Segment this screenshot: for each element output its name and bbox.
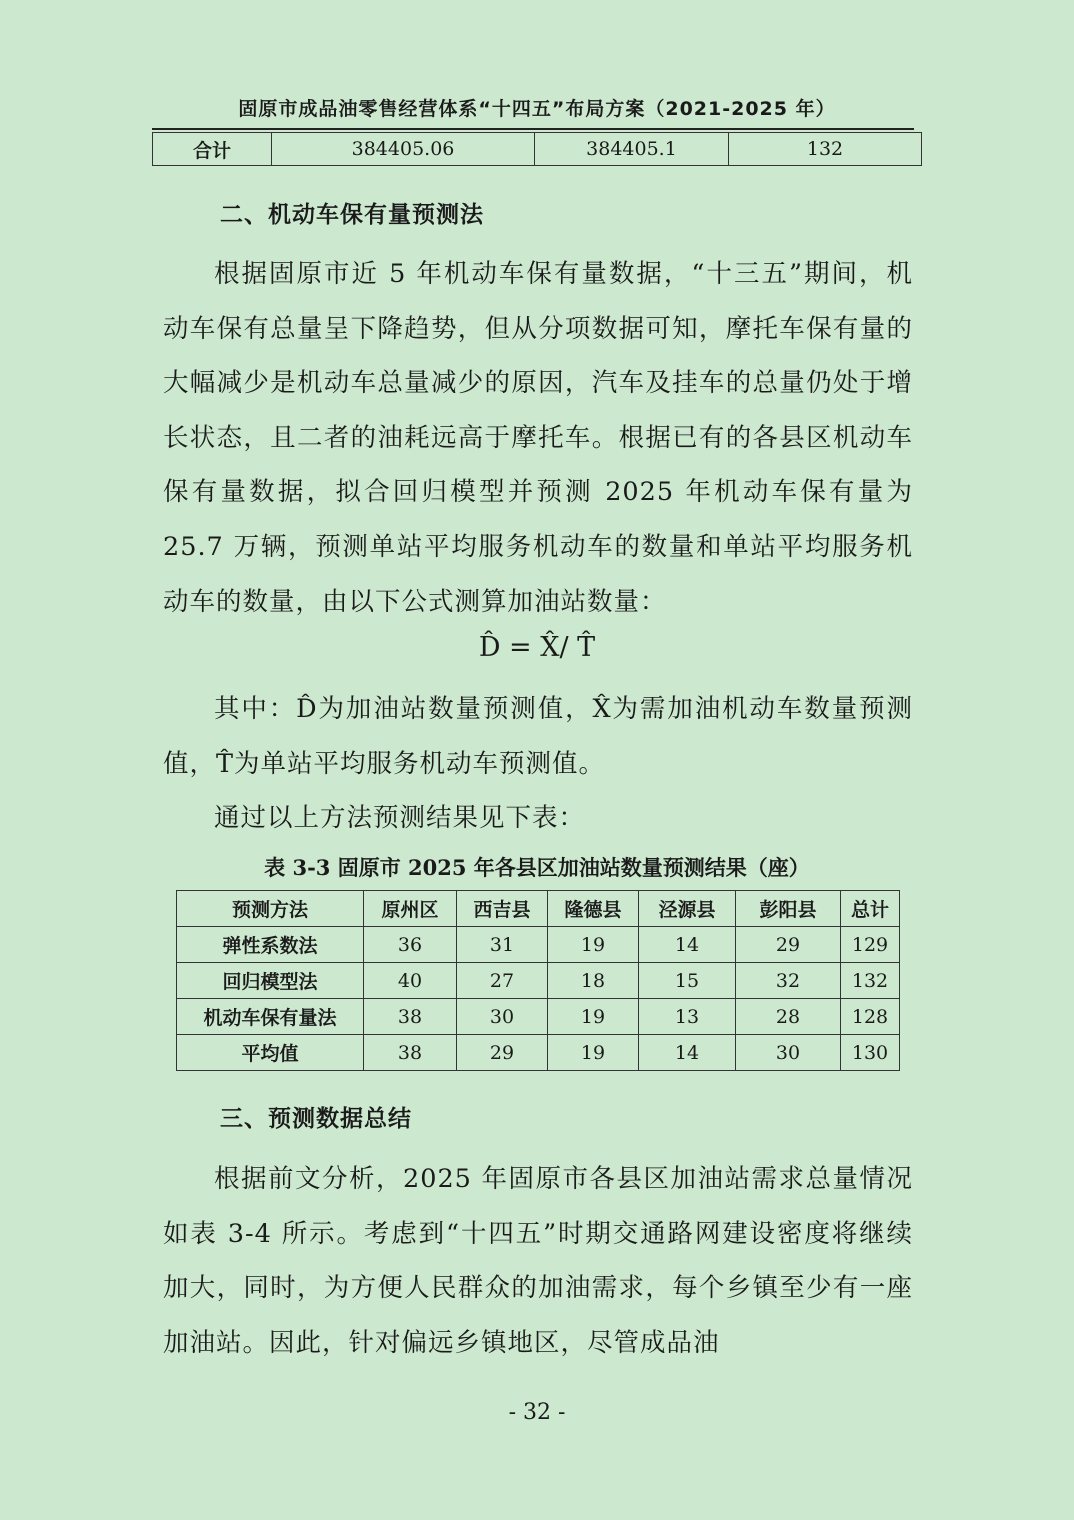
- table-row: [177, 999, 900, 1035]
- formula: D̂ = X̂/ T̂: [478, 632, 596, 663]
- page-number: - 32 -: [508, 1400, 566, 1425]
- section2-paragraph-2: 其中：D̂为加油站数量预测值，X̂为需加油机动车数量预测值，T̂为单站平均服务机动车预测值。: [163, 694, 913, 779]
- total-value-3: 132: [729, 133, 922, 166]
- section2-paragraph-3: 通过以上方法预测结果见下表：: [214, 803, 586, 833]
- table-cell: 19: [548, 999, 639, 1035]
- table-cell: 32: [736, 963, 841, 999]
- table-cell: 14: [639, 1035, 736, 1071]
- table-header-row: [177, 891, 900, 927]
- table-row: [177, 1035, 900, 1071]
- row-label: 机动车保有量法: [177, 999, 364, 1035]
- table-row: [177, 963, 900, 999]
- total-value-1: 384405.06: [272, 133, 535, 166]
- table-cell: 27: [457, 963, 548, 999]
- table-cell: 19: [548, 927, 639, 963]
- section3-heading: 三、预测数据总结: [220, 1106, 412, 1132]
- total-row-table: [152, 132, 922, 166]
- col-header-longde: 隆德县: [548, 891, 639, 927]
- total-label: 合计: [153, 133, 272, 166]
- col-header-yuanzhou: 原州区: [364, 891, 457, 927]
- table-cell: 31: [457, 927, 548, 963]
- section2-paragraph-1: 根据固原市近 5 年机动车保有量数据，“十三五”期间，机动车保有总量呈下降趋势，但从分项数据可知，摩托车保有量的大幅减少是机动车总量减少的原因，汽车及挂车的总量仍处于增长状态，且二者的油耗远高于摩托车。根据已有的各县区机动车保有量数据，拟合回归模型并预测 2025 年机动车保有量为 25.7 万辆，预测单站平均服务机动车的数量和单站平均服务机动车的数量，由以下公式测算加油站数量：: [163, 259, 913, 617]
- section3-paragraph-1: 根据前文分析，2025 年固原市各县区加油站需求总量情况如表 3-4 所示。考虑到“十四五”时期交通路网建设密度将继续加大，同时，为方便人民群众的加油需求，每个乡镇至少有一座加油站。因此，针对偏远乡镇地区，尽管成品油: [163, 1164, 913, 1358]
- table-cell: 14: [639, 927, 736, 963]
- table-cell: 30: [736, 1035, 841, 1071]
- table-cell: 29: [736, 927, 841, 963]
- section2-heading: 二、机动车保有量预测法: [220, 202, 484, 228]
- table-row: [177, 927, 900, 963]
- header-rule: [152, 128, 914, 130]
- table-cell: 30: [457, 999, 548, 1035]
- row-label: 平均值: [177, 1035, 364, 1071]
- table-cell: 132: [841, 963, 900, 999]
- table-cell: 128: [841, 999, 900, 1035]
- running-header: 固原市成品油零售经营体系“十四五”布局方案（2021-2025 年）: [238, 98, 836, 120]
- row-label: 回归模型法: [177, 963, 364, 999]
- table-cell: 28: [736, 999, 841, 1035]
- table-cell: 13: [639, 999, 736, 1035]
- col-header-method: 预测方法: [177, 891, 364, 927]
- table-cell: 130: [841, 1035, 900, 1071]
- table-cell: 36: [364, 927, 457, 963]
- table-row: [153, 133, 922, 166]
- prediction-table: [176, 890, 900, 1071]
- table-cell: 15: [639, 963, 736, 999]
- col-header-jingyuan: 泾源县: [639, 891, 736, 927]
- table-cell: 129: [841, 927, 900, 963]
- table-cell: 40: [364, 963, 457, 999]
- table-title: 表 3-3 固原市 2025 年各县区加油站数量预测结果（座）: [264, 855, 810, 880]
- col-header-total: 总计: [841, 891, 900, 927]
- table-cell: 18: [548, 963, 639, 999]
- table-cell: 38: [364, 999, 457, 1035]
- row-label: 弹性系数法: [177, 927, 364, 963]
- col-header-pengyang: 彭阳县: [736, 891, 841, 927]
- total-value-2: 384405.1: [535, 133, 729, 166]
- col-header-xiji: 西吉县: [457, 891, 548, 927]
- table-cell: 38: [364, 1035, 457, 1071]
- table-cell: 19: [548, 1035, 639, 1071]
- table-cell: 29: [457, 1035, 548, 1071]
